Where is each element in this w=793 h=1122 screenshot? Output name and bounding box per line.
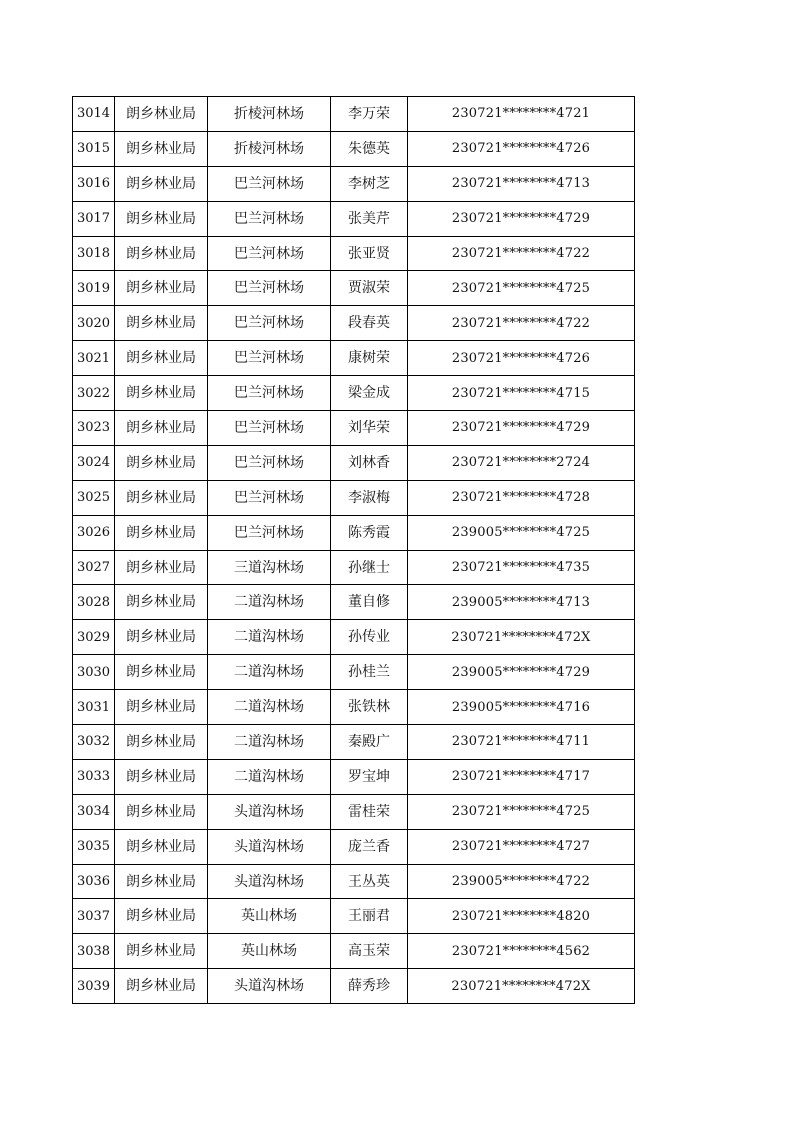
id-number-cell: 230721********472X: [408, 620, 635, 655]
table-row: [73, 97, 635, 132]
forest-farm-cell: 头道沟林场: [208, 864, 331, 899]
bureau-cell: 朗乡林业局: [115, 864, 208, 899]
bureau-cell: 朗乡林业局: [115, 794, 208, 829]
table-row: [73, 794, 635, 829]
id-number-cell: 230721********4729: [408, 411, 635, 446]
serial-number-cell: 3037: [73, 899, 115, 934]
forest-farm-cell: 巴兰河林场: [208, 306, 331, 341]
serial-number-cell: 3033: [73, 759, 115, 794]
bureau-cell: 朗乡林业局: [115, 690, 208, 725]
table-row: [73, 445, 635, 480]
person-name-cell: 梁金成: [331, 376, 408, 411]
person-name-cell: 庞兰香: [331, 829, 408, 864]
forest-farm-cell: 英山林场: [208, 899, 331, 934]
person-name-cell: 张铁林: [331, 690, 408, 725]
serial-number-cell: 3016: [73, 166, 115, 201]
person-name-cell: 薛秀珍: [331, 969, 408, 1004]
table-row: [73, 620, 635, 655]
bureau-cell: 朗乡林业局: [115, 236, 208, 271]
serial-number-cell: 3015: [73, 131, 115, 166]
person-name-cell: 段春英: [331, 306, 408, 341]
table-row: [73, 725, 635, 760]
serial-number-cell: 3036: [73, 864, 115, 899]
table-row: [73, 759, 635, 794]
id-number-cell: 239005********4716: [408, 690, 635, 725]
person-name-cell: 董自修: [331, 585, 408, 620]
table-row: [73, 271, 635, 306]
id-number-cell: 230721********4713: [408, 166, 635, 201]
id-number-cell: 230721********4711: [408, 725, 635, 760]
serial-number-cell: 3039: [73, 969, 115, 1004]
person-name-cell: 贾淑荣: [331, 271, 408, 306]
table-row: [73, 236, 635, 271]
serial-number-cell: 3038: [73, 934, 115, 969]
bureau-cell: 朗乡林业局: [115, 725, 208, 760]
id-number-cell: 230721********4820: [408, 899, 635, 934]
serial-number-cell: 3017: [73, 201, 115, 236]
forest-farm-cell: 巴兰河林场: [208, 376, 331, 411]
serial-number-cell: 3019: [73, 271, 115, 306]
forest-farm-cell: 二道沟林场: [208, 759, 331, 794]
bureau-cell: 朗乡林业局: [115, 411, 208, 446]
serial-number-cell: 3028: [73, 585, 115, 620]
serial-number-cell: 3030: [73, 655, 115, 690]
bureau-cell: 朗乡林业局: [115, 620, 208, 655]
forest-farm-cell: 巴兰河林场: [208, 445, 331, 480]
person-name-cell: 张亚贤: [331, 236, 408, 271]
id-number-cell: 230721********4562: [408, 934, 635, 969]
serial-number-cell: 3022: [73, 376, 115, 411]
bureau-cell: 朗乡林业局: [115, 934, 208, 969]
id-number-cell: 230721********4726: [408, 341, 635, 376]
forest-farm-cell: 二道沟林场: [208, 585, 331, 620]
serial-number-cell: 3014: [73, 97, 115, 132]
serial-number-cell: 3018: [73, 236, 115, 271]
id-number-cell: 230721********4725: [408, 794, 635, 829]
bureau-cell: 朗乡林业局: [115, 515, 208, 550]
table-row: [73, 585, 635, 620]
forest-farm-cell: 二道沟林场: [208, 690, 331, 725]
bureau-cell: 朗乡林业局: [115, 166, 208, 201]
table-row: [73, 515, 635, 550]
table-row: [73, 899, 635, 934]
id-number-cell: 239005********4725: [408, 515, 635, 550]
roster-table: [72, 96, 635, 1004]
id-number-cell: 239005********4722: [408, 864, 635, 899]
serial-number-cell: 3027: [73, 550, 115, 585]
id-number-cell: 230721********2724: [408, 445, 635, 480]
id-number-cell: 230721********4717: [408, 759, 635, 794]
id-number-cell: 230721********4726: [408, 131, 635, 166]
bureau-cell: 朗乡林业局: [115, 445, 208, 480]
id-number-cell: 230721********4721: [408, 97, 635, 132]
table-row: [73, 306, 635, 341]
forest-farm-cell: 二道沟林场: [208, 620, 331, 655]
person-name-cell: 李万荣: [331, 97, 408, 132]
person-name-cell: 罗宝坤: [331, 759, 408, 794]
bureau-cell: 朗乡林业局: [115, 306, 208, 341]
table-row: [73, 829, 635, 864]
id-number-cell: 230721********472X: [408, 969, 635, 1004]
forest-farm-cell: 二道沟林场: [208, 655, 331, 690]
table-row: [73, 376, 635, 411]
id-number-cell: 239005********4729: [408, 655, 635, 690]
serial-number-cell: 3024: [73, 445, 115, 480]
table-row: [73, 480, 635, 515]
bureau-cell: 朗乡林业局: [115, 969, 208, 1004]
serial-number-cell: 3023: [73, 411, 115, 446]
serial-number-cell: 3025: [73, 480, 115, 515]
table-row: [73, 411, 635, 446]
person-name-cell: 刘林香: [331, 445, 408, 480]
forest-farm-cell: 头道沟林场: [208, 794, 331, 829]
table-row: [73, 969, 635, 1004]
forest-farm-cell: 二道沟林场: [208, 725, 331, 760]
person-name-cell: 陈秀霞: [331, 515, 408, 550]
forest-farm-cell: 巴兰河林场: [208, 480, 331, 515]
bureau-cell: 朗乡林业局: [115, 585, 208, 620]
table-row: [73, 166, 635, 201]
person-name-cell: 孙传业: [331, 620, 408, 655]
person-name-cell: 秦殿广: [331, 725, 408, 760]
table-row: [73, 934, 635, 969]
forest-farm-cell: 巴兰河林场: [208, 271, 331, 306]
forest-farm-cell: 巴兰河林场: [208, 341, 331, 376]
bureau-cell: 朗乡林业局: [115, 131, 208, 166]
serial-number-cell: 3026: [73, 515, 115, 550]
person-name-cell: 朱德英: [331, 131, 408, 166]
table-row: [73, 341, 635, 376]
serial-number-cell: 3031: [73, 690, 115, 725]
bureau-cell: 朗乡林业局: [115, 341, 208, 376]
bureau-cell: 朗乡林业局: [115, 97, 208, 132]
serial-number-cell: 3034: [73, 794, 115, 829]
person-name-cell: 刘华荣: [331, 411, 408, 446]
forest-farm-cell: 巴兰河林场: [208, 201, 331, 236]
forest-farm-cell: 巴兰河林场: [208, 166, 331, 201]
person-name-cell: 王丽君: [331, 899, 408, 934]
roster-table-body: [73, 97, 635, 1004]
bureau-cell: 朗乡林业局: [115, 899, 208, 934]
table-row: [73, 201, 635, 236]
forest-farm-cell: 折棱河林场: [208, 131, 331, 166]
bureau-cell: 朗乡林业局: [115, 829, 208, 864]
bureau-cell: 朗乡林业局: [115, 655, 208, 690]
serial-number-cell: 3029: [73, 620, 115, 655]
id-number-cell: 230721********4729: [408, 201, 635, 236]
person-name-cell: 康树荣: [331, 341, 408, 376]
table-row: [73, 550, 635, 585]
bureau-cell: 朗乡林业局: [115, 376, 208, 411]
id-number-cell: 230721********4727: [408, 829, 635, 864]
id-number-cell: 230721********4722: [408, 236, 635, 271]
serial-number-cell: 3020: [73, 306, 115, 341]
person-name-cell: 李树芝: [331, 166, 408, 201]
person-name-cell: 张美芹: [331, 201, 408, 236]
forest-farm-cell: 巴兰河林场: [208, 411, 331, 446]
forest-farm-cell: 巴兰河林场: [208, 236, 331, 271]
person-name-cell: 孙继士: [331, 550, 408, 585]
forest-farm-cell: 巴兰河林场: [208, 515, 331, 550]
person-name-cell: 王丛英: [331, 864, 408, 899]
bureau-cell: 朗乡林业局: [115, 201, 208, 236]
person-name-cell: 雷桂荣: [331, 794, 408, 829]
table-row: [73, 864, 635, 899]
person-name-cell: 孙桂兰: [331, 655, 408, 690]
person-name-cell: 李淑梅: [331, 480, 408, 515]
bureau-cell: 朗乡林业局: [115, 550, 208, 585]
id-number-cell: 230721********4728: [408, 480, 635, 515]
serial-number-cell: 3021: [73, 341, 115, 376]
forest-farm-cell: 头道沟林场: [208, 969, 331, 1004]
id-number-cell: 230721********4715: [408, 376, 635, 411]
id-number-cell: 230721********4735: [408, 550, 635, 585]
bureau-cell: 朗乡林业局: [115, 759, 208, 794]
id-number-cell: 230721********4722: [408, 306, 635, 341]
bureau-cell: 朗乡林业局: [115, 480, 208, 515]
id-number-cell: 230721********4725: [408, 271, 635, 306]
forest-farm-cell: 英山林场: [208, 934, 331, 969]
bureau-cell: 朗乡林业局: [115, 271, 208, 306]
table-row: [73, 131, 635, 166]
table-row: [73, 655, 635, 690]
forest-farm-cell: 头道沟林场: [208, 829, 331, 864]
table-row: [73, 690, 635, 725]
serial-number-cell: 3035: [73, 829, 115, 864]
forest-farm-cell: 折棱河林场: [208, 97, 331, 132]
serial-number-cell: 3032: [73, 725, 115, 760]
forest-farm-cell: 三道沟林场: [208, 550, 331, 585]
person-name-cell: 高玉荣: [331, 934, 408, 969]
id-number-cell: 239005********4713: [408, 585, 635, 620]
